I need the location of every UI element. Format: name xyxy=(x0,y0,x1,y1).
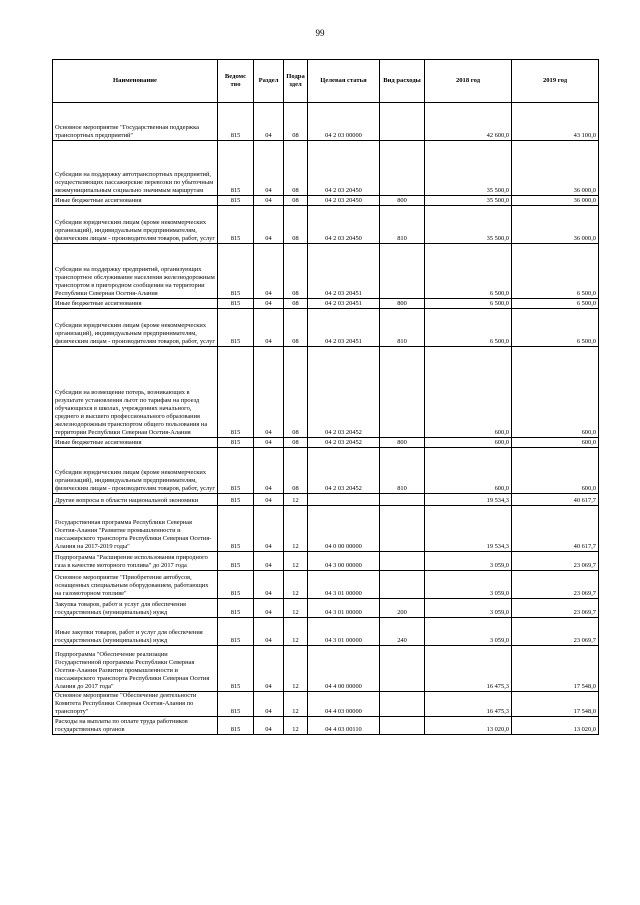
row-subsection: 08 xyxy=(284,309,308,347)
row-subsection: 08 xyxy=(284,206,308,244)
row-subsection: 08 xyxy=(284,141,308,196)
row-subsection: 08 xyxy=(284,299,308,309)
row-expense-type xyxy=(380,506,425,552)
table-row xyxy=(53,448,599,494)
row-section: 04 xyxy=(254,506,284,552)
header-2019: 2019 год xyxy=(512,60,599,103)
row-amount-2018: 19 534,3 xyxy=(425,506,512,552)
table-row xyxy=(53,347,599,438)
row-expense-type: 810 xyxy=(380,448,425,494)
table-row xyxy=(53,717,599,735)
table-row xyxy=(53,494,599,506)
row-amount-2018: 3 059,0 xyxy=(425,571,512,599)
row-name: Иные бюджетные ассигнования xyxy=(53,196,218,206)
table-row xyxy=(53,552,599,571)
row-amount-2019: 600,0 xyxy=(512,347,599,438)
row-section: 04 xyxy=(254,552,284,571)
row-expense-type xyxy=(380,494,425,506)
row-amount-2018: 600,0 xyxy=(425,347,512,438)
row-ministry: 815 xyxy=(218,347,254,438)
row-section: 04 xyxy=(254,347,284,438)
row-amount-2019: 6 500,0 xyxy=(512,299,599,309)
row-name: Подпрограмма "Расширение использования природного газа в качестве моторного топлива" до 2017 года xyxy=(53,552,218,571)
row-subsection: 12 xyxy=(284,552,308,571)
row-section: 04 xyxy=(254,494,284,506)
table-row xyxy=(53,103,599,141)
row-name: Иные бюджетные ассигнования xyxy=(53,299,218,309)
row-target: 04 3 01 00000 xyxy=(308,571,380,599)
row-expense-type xyxy=(380,717,425,735)
row-ministry: 815 xyxy=(218,244,254,299)
row-amount-2019: 36 000,0 xyxy=(512,141,599,196)
row-target: 04 2 03 20450 xyxy=(308,141,380,196)
row-section: 04 xyxy=(254,244,284,299)
row-expense-type: 800 xyxy=(380,196,425,206)
row-target: 04 4 03 00110 xyxy=(308,717,380,735)
row-expense-type: 800 xyxy=(380,299,425,309)
row-target: 04 2 03 20452 xyxy=(308,438,380,448)
row-amount-2019: 6 500,0 xyxy=(512,244,599,299)
row-amount-2018: 13 020,0 xyxy=(425,717,512,735)
row-ministry: 815 xyxy=(218,692,254,717)
row-ministry: 815 xyxy=(218,196,254,206)
row-target: 04 0 00 00000 xyxy=(308,506,380,552)
row-section: 04 xyxy=(254,599,284,618)
table-header-row xyxy=(53,60,599,103)
row-amount-2018: 6 500,0 xyxy=(425,244,512,299)
row-amount-2018: 42 600,0 xyxy=(425,103,512,141)
row-expense-type xyxy=(380,571,425,599)
row-target: 04 3 00 00000 xyxy=(308,552,380,571)
row-ministry: 815 xyxy=(218,571,254,599)
table-row xyxy=(53,244,599,299)
row-target: 04 2 03 20452 xyxy=(308,448,380,494)
row-name: Подпрограмма "Обеспечение реализации Государственной программы Республики Северная Осетия-Алания Развитие промышленности и пассажирского транспорта Республики Северная Осетия Алания до 2017 года" xyxy=(53,646,218,692)
row-target: 04 2 03 20450 xyxy=(308,206,380,244)
row-name: Субсидии на возмещение потерь, возникающих в результате установления льгот по тарифам на проезд обучающихся в школах, учреждениях начального, среднего и высшего профессионального образования железнодорожным транспортом общего пользования на территории Республики Северная Осетия-Алания xyxy=(53,347,218,438)
row-amount-2019: 17 548,0 xyxy=(512,646,599,692)
row-ministry: 815 xyxy=(218,618,254,646)
row-ministry: 815 xyxy=(218,448,254,494)
row-ministry: 815 xyxy=(218,309,254,347)
row-amount-2019: 36 000,0 xyxy=(512,196,599,206)
row-amount-2019: 43 100,0 xyxy=(512,103,599,141)
row-expense-type xyxy=(380,692,425,717)
row-target: 04 4 03 00000 xyxy=(308,692,380,717)
row-target: 04 2 03 20451 xyxy=(308,244,380,299)
row-amount-2018: 600,0 xyxy=(425,448,512,494)
row-section: 04 xyxy=(254,618,284,646)
row-amount-2019: 6 500,0 xyxy=(512,309,599,347)
table-row xyxy=(53,692,599,717)
row-amount-2019: 13 020,0 xyxy=(512,717,599,735)
row-subsection: 12 xyxy=(284,494,308,506)
row-subsection: 08 xyxy=(284,196,308,206)
row-expense-type xyxy=(380,347,425,438)
row-amount-2019: 23 069,7 xyxy=(512,571,599,599)
row-amount-2018: 16 475,3 xyxy=(425,646,512,692)
row-target: 04 3 01 00000 xyxy=(308,618,380,646)
row-name: Иные бюджетные ассигнования xyxy=(53,438,218,448)
row-amount-2019: 17 548,0 xyxy=(512,692,599,717)
row-amount-2018: 3 059,0 xyxy=(425,599,512,618)
row-ministry: 815 xyxy=(218,506,254,552)
row-subsection: 12 xyxy=(284,599,308,618)
row-name: Государственная программа Республики Северная Осетия-Алания "Развитие промышленности и пассажирского транспорта Республики Северная Осетия-Алания на 2017-2019 годы" xyxy=(53,506,218,552)
row-amount-2019: 23 069,7 xyxy=(512,599,599,618)
row-target: 04 2 03 20451 xyxy=(308,309,380,347)
row-section: 04 xyxy=(254,299,284,309)
row-subsection: 12 xyxy=(284,646,308,692)
row-name: Субсидии юридическим лицам (кроме некоммерческих организаций), индивидуальным предпринимателям, физическим лицам - производителям товаров, работ, услуг xyxy=(53,448,218,494)
row-target: 04 2 03 20450 xyxy=(308,196,380,206)
row-ministry: 815 xyxy=(218,599,254,618)
row-name: Другие вопросы в области национальной экономики xyxy=(53,494,218,506)
row-amount-2018: 6 500,0 xyxy=(425,299,512,309)
row-ministry: 815 xyxy=(218,552,254,571)
row-name: Иные закупки товаров, работ и услуг для обеспечения государственных (муниципальных) нужд xyxy=(53,618,218,646)
row-ministry: 815 xyxy=(218,717,254,735)
row-section: 04 xyxy=(254,309,284,347)
row-name: Расходы на выплаты по оплате труда работников государственных органов xyxy=(53,717,218,735)
table-row xyxy=(53,438,599,448)
row-ministry: 815 xyxy=(218,494,254,506)
row-amount-2019: 23 069,7 xyxy=(512,618,599,646)
row-subsection: 08 xyxy=(284,103,308,141)
row-name: Основное мероприятие "Государственная поддержка транспортных предприятий" xyxy=(53,103,218,141)
header-name: Наименование xyxy=(53,60,218,103)
row-name: Субсидии юридическим лицам (кроме некоммерческих организаций), индивидуальным предпринимателям, физическим лицам - производителям товаров, работ, услуг xyxy=(53,206,218,244)
row-name: Субсидии на поддержку автотранспортных предприятий, осуществляющих пассажирские перевозки по убыточным межмуниципальным социально значимым маршрутам xyxy=(53,141,218,196)
row-amount-2019: 40 617,7 xyxy=(512,506,599,552)
page-number: 99 xyxy=(315,28,325,38)
row-amount-2018: 3 059,0 xyxy=(425,618,512,646)
table-row xyxy=(53,206,599,244)
row-amount-2018: 35 500,0 xyxy=(425,206,512,244)
row-target xyxy=(308,494,380,506)
table-row xyxy=(53,141,599,196)
row-expense-type: 800 xyxy=(380,438,425,448)
header-expense-type: Вид расходы xyxy=(380,60,425,103)
header-target: Целевая статья xyxy=(308,60,380,103)
row-subsection: 12 xyxy=(284,618,308,646)
row-expense-type xyxy=(380,244,425,299)
row-ministry: 815 xyxy=(218,299,254,309)
row-section: 04 xyxy=(254,717,284,735)
header-2018: 2018 год xyxy=(425,60,512,103)
header-ministry: Ведомс тво xyxy=(218,60,254,103)
row-section: 04 xyxy=(254,206,284,244)
row-ministry: 815 xyxy=(218,646,254,692)
row-subsection: 12 xyxy=(284,717,308,735)
row-section: 04 xyxy=(254,103,284,141)
row-name: Субсидии юридическим лицам (кроме некоммерческих организаций), индивидуальным предпринимателям, физическим лицам - производителям товаров, работ, услуг xyxy=(53,309,218,347)
row-expense-type xyxy=(380,646,425,692)
row-section: 04 xyxy=(254,196,284,206)
row-target: 04 4 00 00000 xyxy=(308,646,380,692)
table-row xyxy=(53,599,599,618)
row-amount-2019: 40 617,7 xyxy=(512,494,599,506)
row-amount-2018: 600,0 xyxy=(425,438,512,448)
header-section: Раздел xyxy=(254,60,284,103)
row-ministry: 815 xyxy=(218,438,254,448)
row-subsection: 08 xyxy=(284,448,308,494)
row-expense-type xyxy=(380,141,425,196)
row-name: Субсидии на поддержку предприятий, организующих транспортное обслуживание населения железнодорожным транспортом в пригородном сообщении на территории Республики Северная Осетия-Алания xyxy=(53,244,218,299)
row-amount-2018: 35 500,0 xyxy=(425,196,512,206)
row-amount-2018: 35 500,0 xyxy=(425,141,512,196)
row-subsection: 08 xyxy=(284,244,308,299)
row-expense-type: 810 xyxy=(380,309,425,347)
table-row xyxy=(53,309,599,347)
table-row xyxy=(53,506,599,552)
row-amount-2018: 19 534,3 xyxy=(425,494,512,506)
table-row xyxy=(53,646,599,692)
row-section: 04 xyxy=(254,141,284,196)
row-section: 04 xyxy=(254,448,284,494)
header-subsection: Подра здел xyxy=(284,60,308,103)
row-expense-type: 200 xyxy=(380,599,425,618)
row-ministry: 815 xyxy=(218,141,254,196)
row-amount-2019: 23 069,7 xyxy=(512,552,599,571)
row-target: 04 2 03 20451 xyxy=(308,299,380,309)
row-amount-2018: 16 475,3 xyxy=(425,692,512,717)
row-subsection: 08 xyxy=(284,438,308,448)
row-name: Основное мероприятие "Приобретение автобусов, оснащенных специальным оборудованием, работающих на газомоторном топливе" xyxy=(53,571,218,599)
row-name: Закупка товаров, работ и услуг для обеспечения государственных (муниципальных) нужд xyxy=(53,599,218,618)
row-amount-2019: 36 000,0 xyxy=(512,206,599,244)
row-expense-type xyxy=(380,552,425,571)
row-amount-2019: 600,0 xyxy=(512,438,599,448)
row-ministry: 815 xyxy=(218,103,254,141)
row-target: 04 2 03 00000 xyxy=(308,103,380,141)
table-row xyxy=(53,571,599,599)
row-subsection: 12 xyxy=(284,692,308,717)
budget-table xyxy=(52,59,599,735)
row-ministry: 815 xyxy=(218,206,254,244)
row-amount-2018: 6 500,0 xyxy=(425,309,512,347)
row-amount-2018: 3 059,0 xyxy=(425,552,512,571)
row-section: 04 xyxy=(254,692,284,717)
row-subsection: 12 xyxy=(284,506,308,552)
row-name: Основное мероприятие "Обеспечение деятельности Комитета Республики Северная Осетия-Алания по транспорту" xyxy=(53,692,218,717)
row-subsection: 08 xyxy=(284,347,308,438)
row-target: 04 3 01 00000 xyxy=(308,599,380,618)
row-amount-2019: 600,0 xyxy=(512,448,599,494)
row-section: 04 xyxy=(254,438,284,448)
row-expense-type xyxy=(380,103,425,141)
table-row xyxy=(53,618,599,646)
row-expense-type: 240 xyxy=(380,618,425,646)
row-target: 04 2 03 20452 xyxy=(308,347,380,438)
row-section: 04 xyxy=(254,571,284,599)
row-section: 04 xyxy=(254,646,284,692)
table-row xyxy=(53,196,599,206)
row-expense-type: 810 xyxy=(380,206,425,244)
row-subsection: 12 xyxy=(284,571,308,599)
table-row xyxy=(53,299,599,309)
